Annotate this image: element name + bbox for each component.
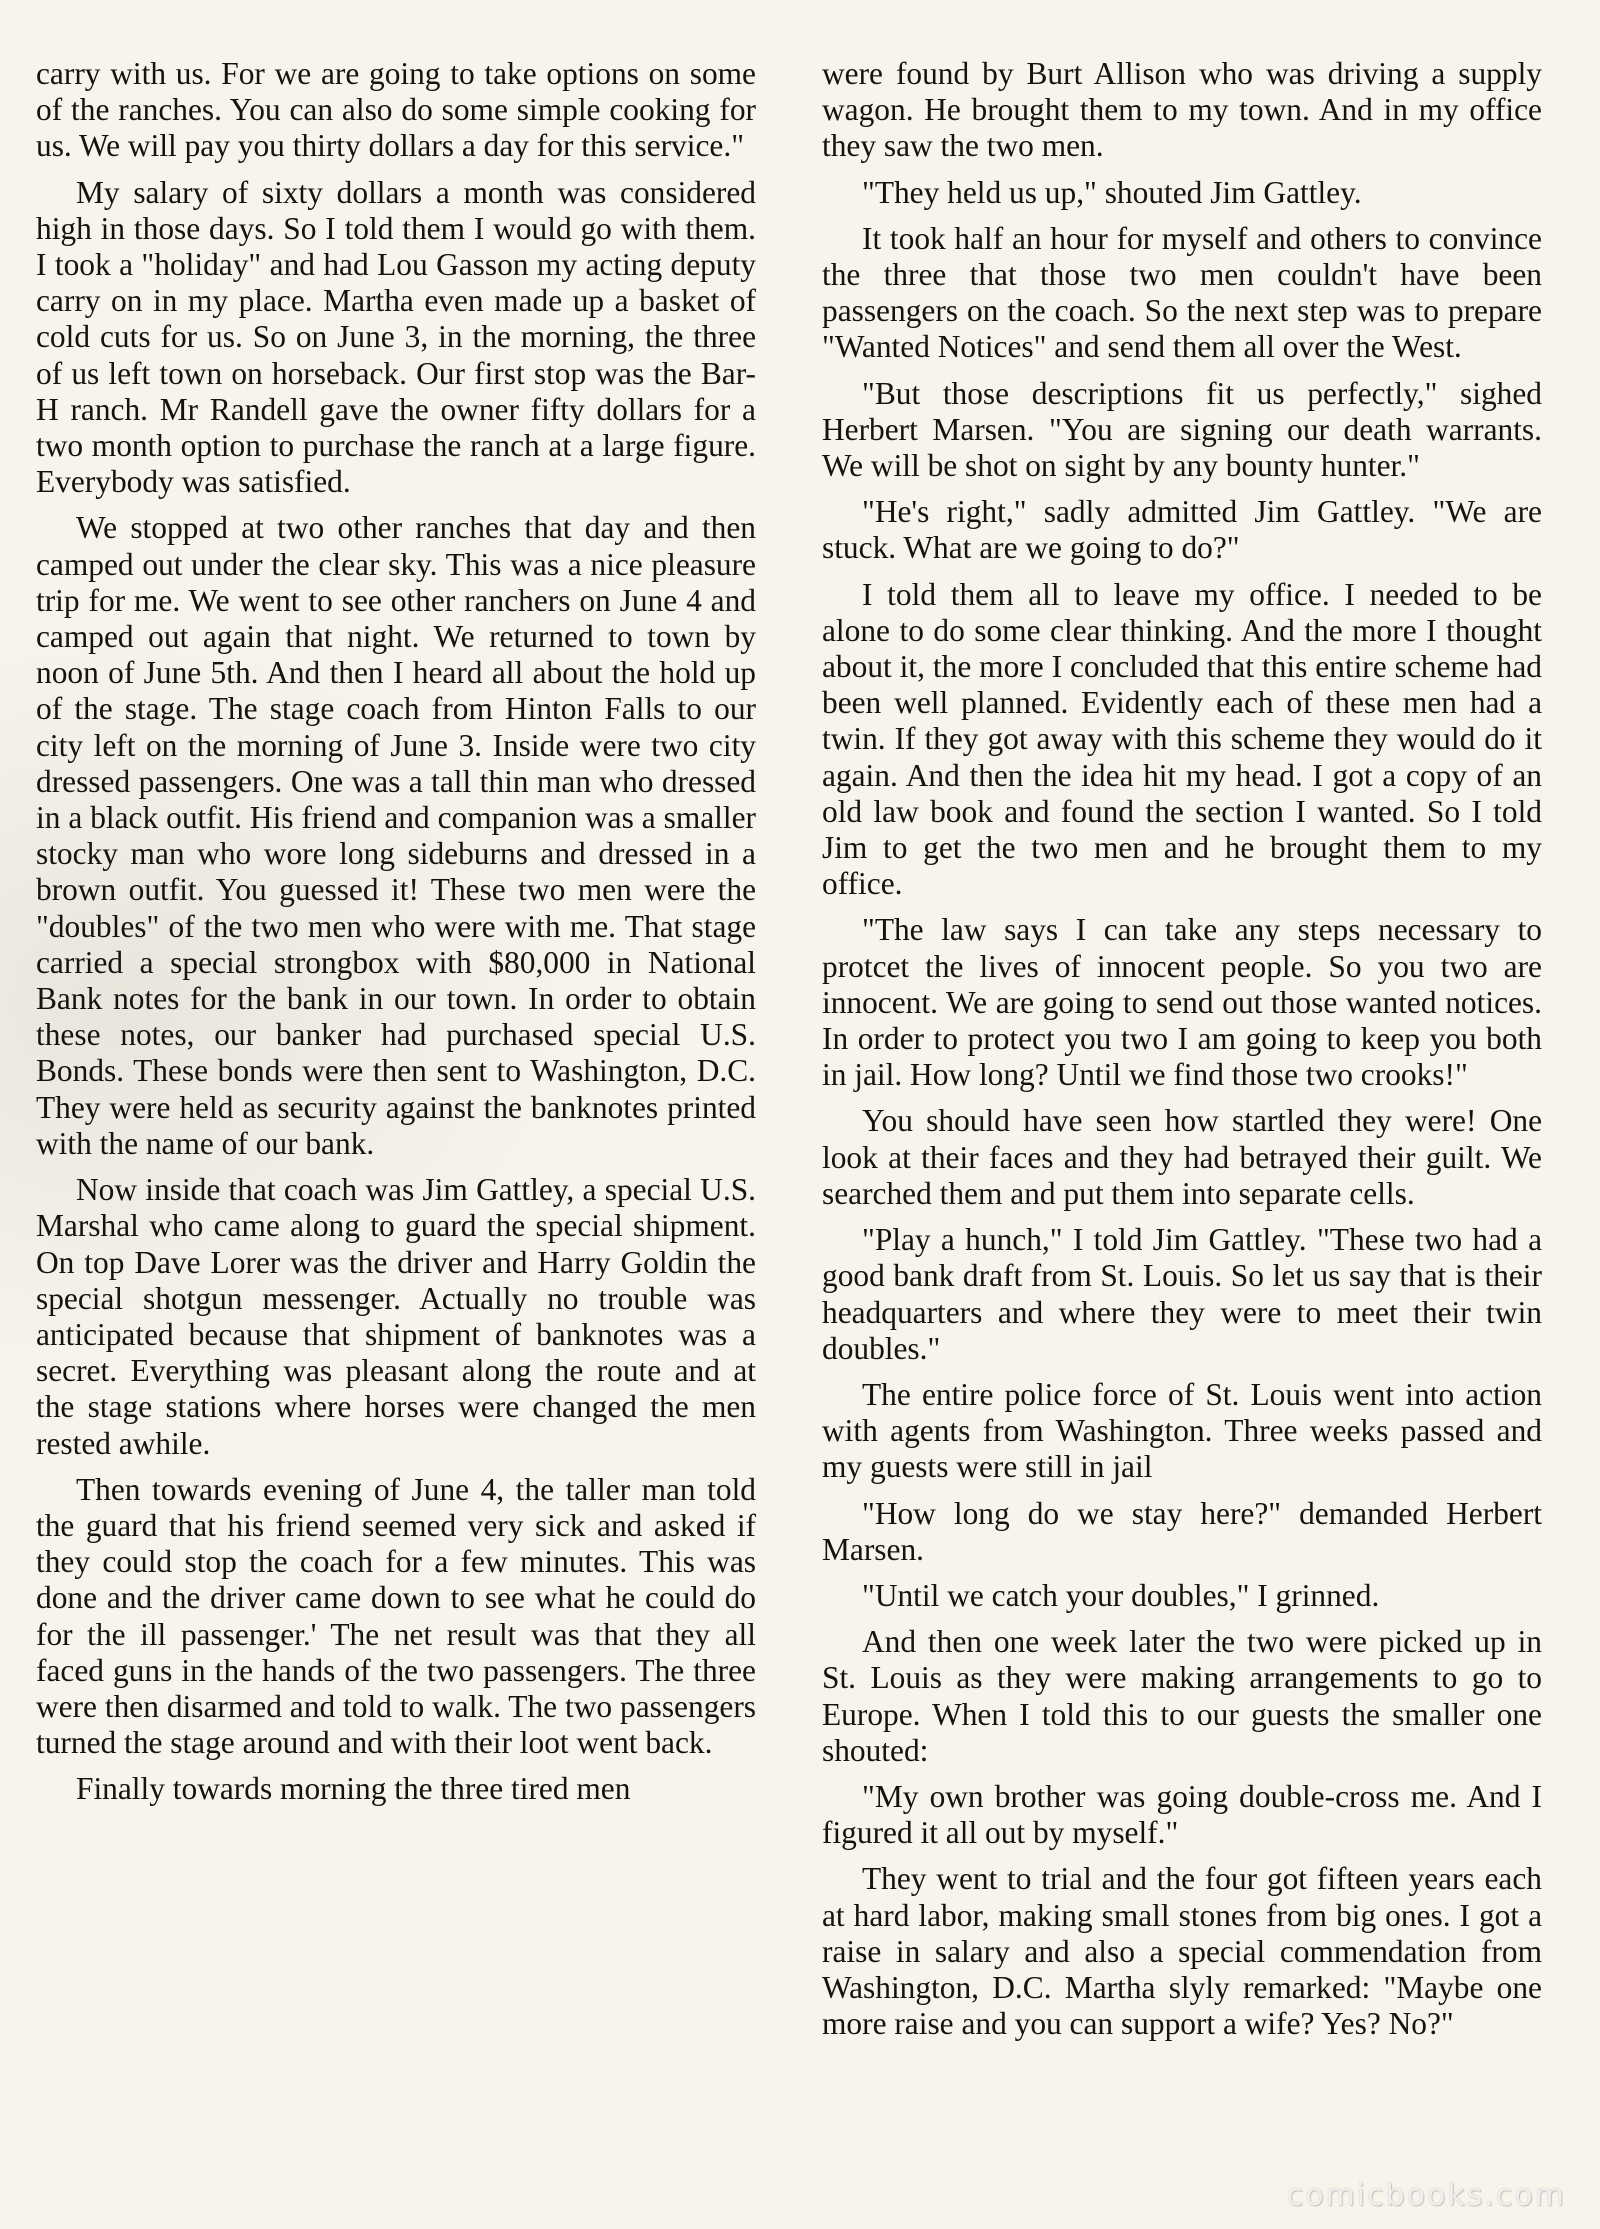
paragraph: Now inside that coach was Jim Gattley, a special U.S. Marshal who came along to guard the special shipment. On top Dave Lorer was the driver and Harry Goldin the special shotgun messenger. Actually no trouble was anticipated because that shipment of banknotes was a secret. Everything was pleasant along the route and at the stage stations where horses were changed the men rested awhile. xyxy=(36,1172,756,1461)
paragraph: You should have seen how startled they were! One look at their faces and they had betrayed their guilt. We searched them and put them into separate cells. xyxy=(822,1103,1542,1211)
paragraph: I told them all to leave my office. I needed to be alone to do some clear thinking. And the more I thought about it, the more I concluded that this entire scheme had been well planned. Evidently each of these men had a twin. If they got away with this scheme they would do it again. And then the idea hit my head. I got a copy of an old law book and found the section I wanted. So I told Jim to get the two men and he brought them to my office. xyxy=(822,576,1542,902)
paragraph: My salary of sixty dollars a month was considered high in those days. So I told them I would go with them. I took a "holiday" and had Lou Gasson my acting deputy carry on in my place. Martha even made up a basket of cold cuts for us. So on June 3, in the morning, the three of us left town on horseback. Our first stop was the Bar-H ranch. Mr Randell gave the owner fifty dollars for a two month option to purchase the ranch at a large figure. Everybody was satisfied. xyxy=(36,174,756,500)
paragraph: "The law says I can take any steps necessary to protcet the lives of innocent people. So you two are innocent. We are going to send out those wanted notices. In order to protect you two I am going to keep you both in jail. How long? Until we find those two crooks!" xyxy=(822,912,1542,1093)
site-watermark: comicbooks.com xyxy=(1286,2178,1566,2213)
paragraph: Finally towards morning the three tired men xyxy=(76,1771,631,1807)
paragraph: "My own brother was going double-cross me. And I figured it all out by myself." xyxy=(822,1778,1542,1851)
paragraph: It took half an hour for myself and others to convince the three that those two men couldn't have been passengers on the coach. So the next step was to prepare "Wanted Notices" and send them all over the West. xyxy=(822,220,1542,365)
paragraph: And then one week later the two were picked up in St. Louis as they were making arrangements to go to Europe. When I told this to our guests the smaller one shouted: xyxy=(822,1624,1542,1768)
paragraph: Then towards evening of June 4, the taller man told the guard that his friend seemed very sick and asked if they could stop the coach for a few minutes. This was done and the driver came down to see what he could do for the ill passenger.' The net result was that they all faced guns in the hands of the two passengers. The three were then disarmed and told to walk. The two passengers turned the stage around and with their loot went back. xyxy=(36,1471,756,1761)
paragraph: "They held us up," shouted Jim Gattley. xyxy=(862,174,1362,210)
left-text-column xyxy=(36,56,756,1818)
paragraph: "Until we catch your doubles," I grinned. xyxy=(862,1577,1380,1613)
paragraph: They went to trial and the four got fifteen years each at hard labor, making small stones from big ones. I got a raise in salary and also a special commendation from Washington, D.C. Martha slyly remarked: "Maybe one more raise and you can support a wife? Yes? No?" xyxy=(822,1861,1542,2042)
paragraph: The entire police force of St. Louis went into action with agents from Washington. Three weeks passed and my guests were still in jail xyxy=(822,1376,1542,1485)
paragraph: We stopped at two other ranches that day and then camped out under the clear sky. This was a nice pleasure trip for me. We went to see other ranchers on June 4 and camped out again that night. We returned to town by noon of June 5th. And then I heard all about the hold up of the stage. The stage coach from Hinton Falls to our city left on the morning of June 3. Inside were two city dressed passengers. One was a tall thin man who dressed in a black outfit. His friend and companion was a smaller stocky man who wore long sideburns and dressed in a brown outfit. You guessed it! These two men were the "doubles" of the two men who were with me. That stage carried a special strongbox with $80,000 in National Bank notes for the bank in our town. In order to obtain these notes, our banker had purchased special U.S. Bonds. These bonds were then sent to Washington, D.C. They were held as security against the banknotes printed with the name of our bank. xyxy=(36,510,756,1161)
paragraph: were found by Burt Allison who was driving a supply wagon. He brought them to my town. And in my office they saw the two men. xyxy=(822,56,1542,164)
paragraph: "Play a hunch," I told Jim Gattley. "These two had a good bank draft from St. Louis. So let us say that is their headquarters and where they were to meet their twin doubles." xyxy=(822,1222,1542,1366)
paragraph: "But those descriptions fit us perfectly," sighed Herbert Marsen. "You are signing our death warrants. We will be shot on sight by any bounty hunter." xyxy=(822,375,1542,484)
paragraph: carry with us. For we are going to take options on some of the ranches. You can also do some simple cooking for us. We will pay you thirty dollars a day for this service." xyxy=(36,56,756,164)
paragraph: "He's right," sadly admitted Jim Gattley. "We are stuck. What are we going to do?" xyxy=(822,494,1542,566)
paragraph: "How long do we stay here?" demanded Herbert Marsen. xyxy=(822,1495,1542,1567)
right-text-column xyxy=(822,56,1542,2052)
